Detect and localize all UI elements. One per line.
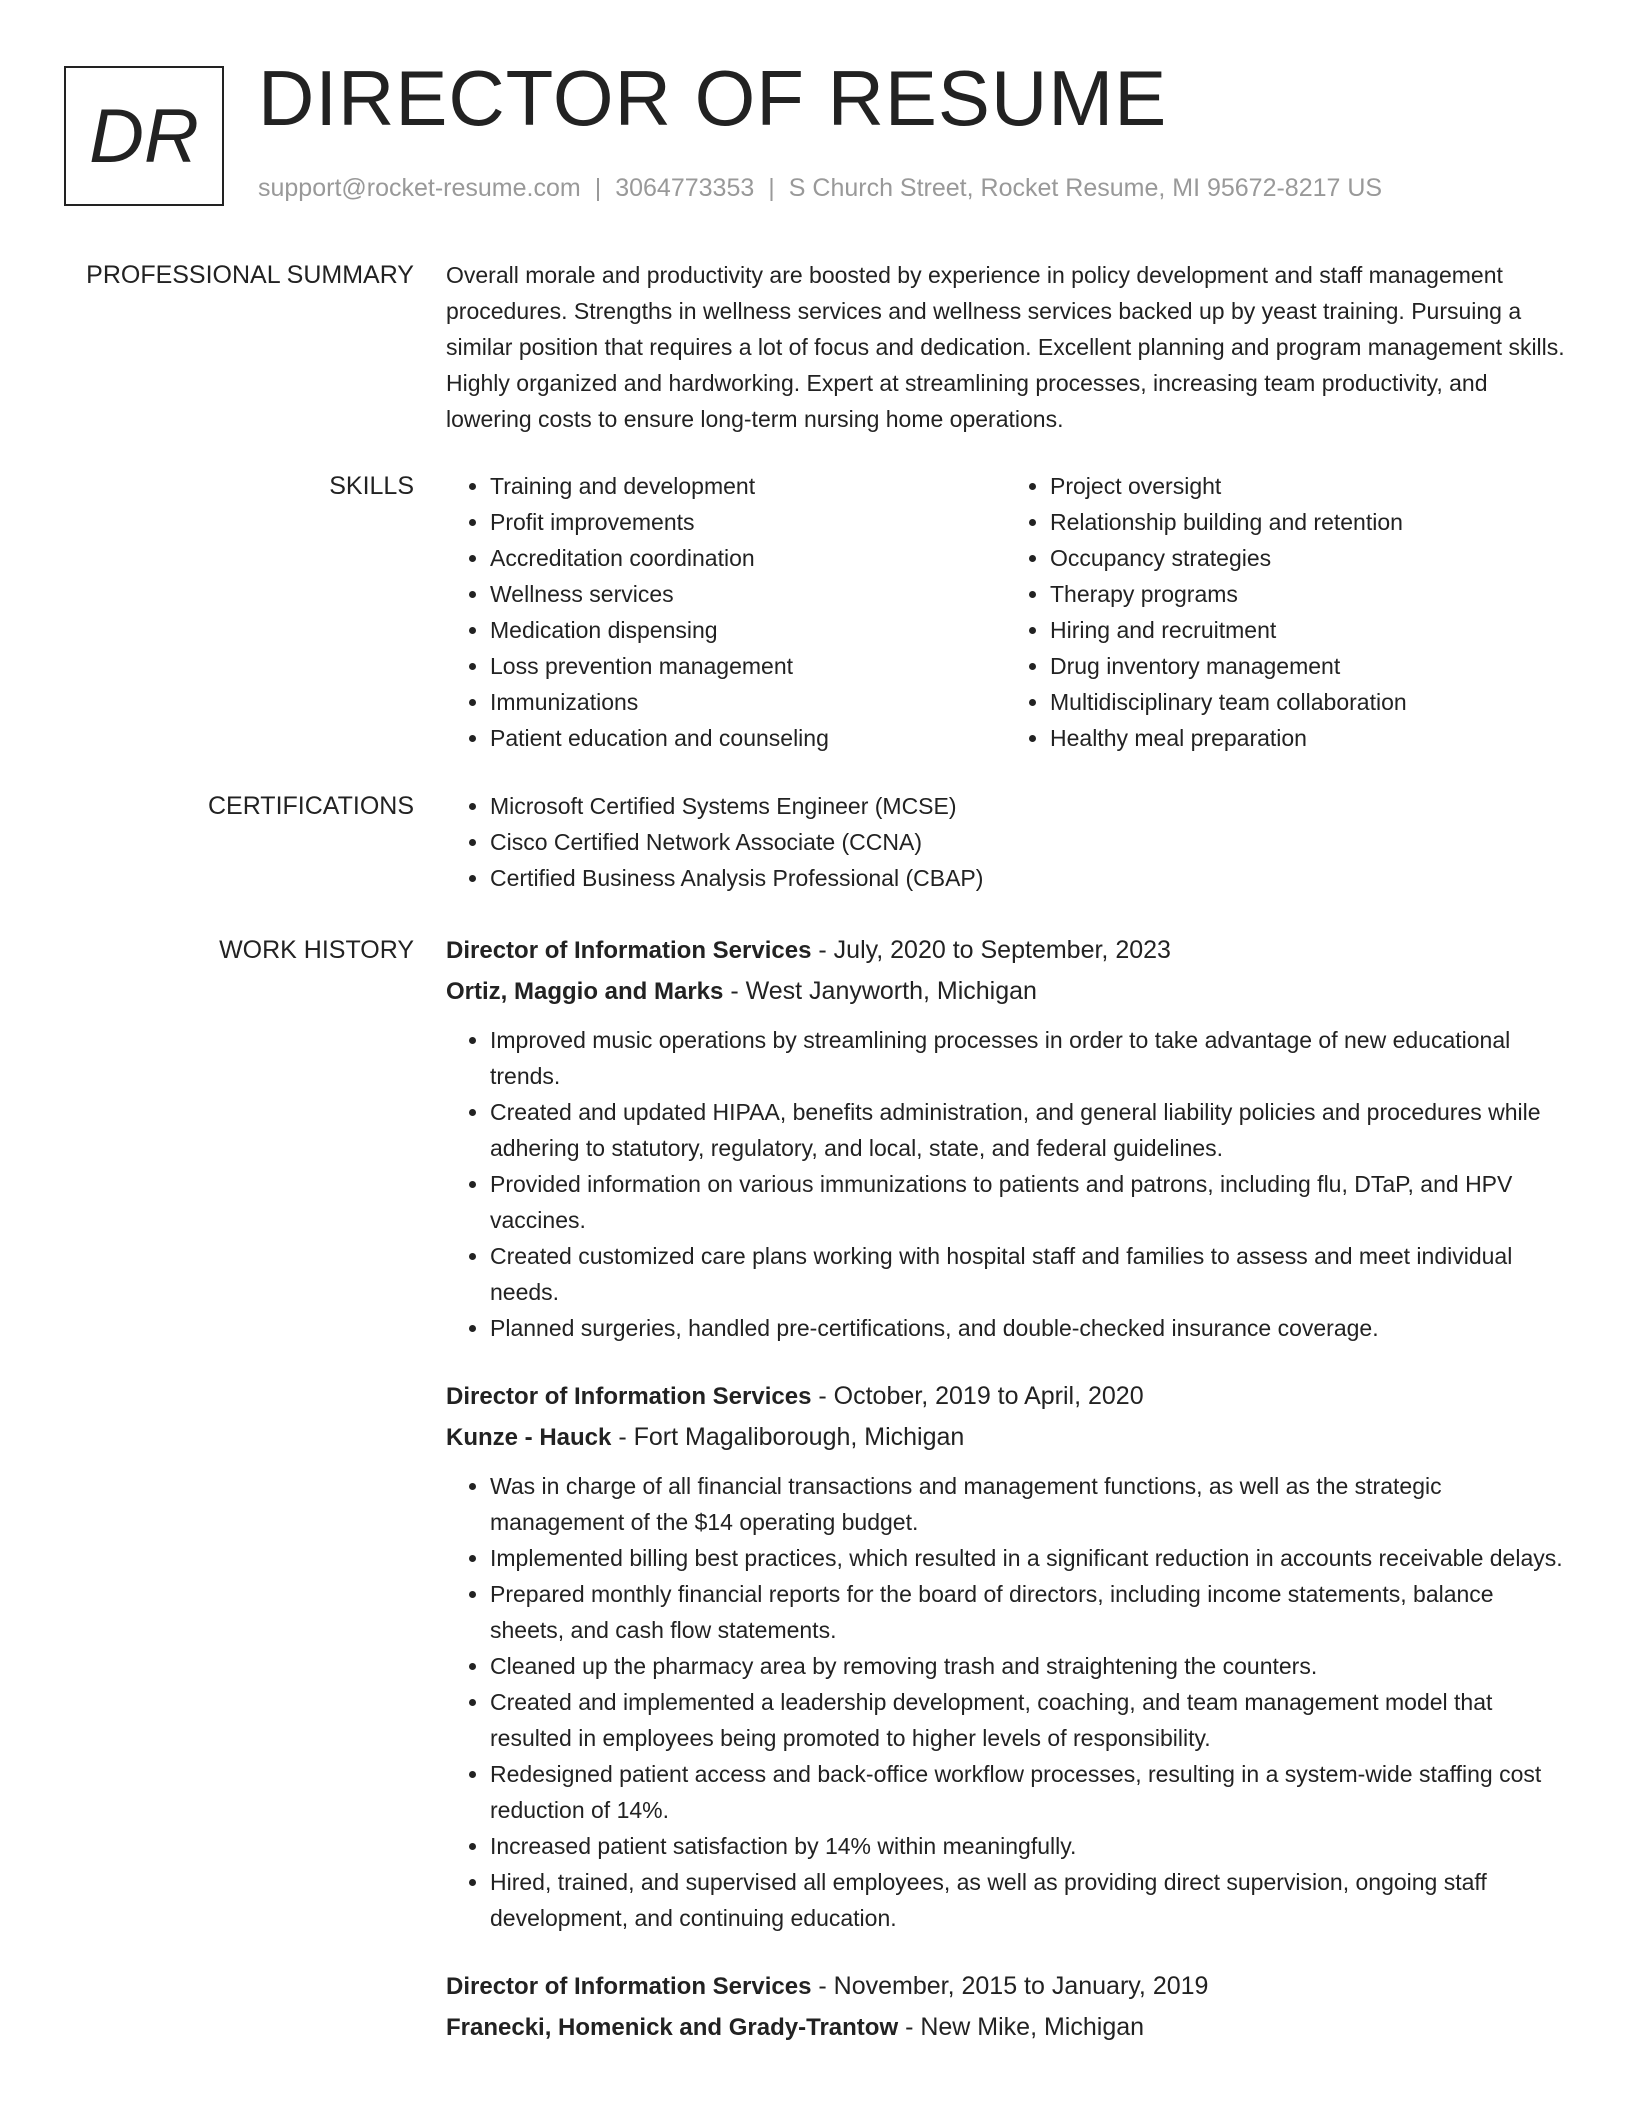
skill-item: • Accreditation coordination <box>490 540 1006 576</box>
contact-separator: | <box>768 174 775 202</box>
certifications-label: CERTIFICATIONS <box>207 792 414 820</box>
job-company: Kunze - Hauck <box>446 1424 612 1451</box>
job-bullet: • Hired, trained, and supervised all employees, as well as providing direct supervision, ongoing staff development, and continuing education. <box>490 1864 1566 1936</box>
contact-phone: 3064773353 <box>615 174 755 202</box>
job-bullet: • Created customized care plans working with hospital staff and families to assess and meet individual needs. <box>490 1238 1566 1310</box>
job-bullet: • Implemented billing best practices, which resulted in a significant reduction in accounts receivable delays. <box>490 1540 1566 1576</box>
job-title: Director of Information Services <box>446 937 812 964</box>
certification-item: • Cisco Certified Network Associate (CCNA) <box>490 824 1566 860</box>
job-bullet: • Created and implemented a leadership development, coaching, and team management model that resulted in employees being promoted to higher levels of responsibility. <box>490 1684 1566 1756</box>
skill-item: • Therapy programs <box>1050 576 1566 612</box>
job-entry <box>446 1966 1566 2048</box>
certifications-list <box>446 788 1566 896</box>
resume-name: DIRECTOR OF RESUME <box>258 54 1168 142</box>
job-title-line <box>446 1376 1566 1417</box>
job-company-line <box>446 971 1566 1012</box>
skills-list-left <box>446 468 1006 756</box>
job-company-line <box>446 1417 1566 1458</box>
job-bullet: • Improved music operations by streamlining processes in order to take advantage of new educational trends. <box>490 1022 1566 1094</box>
job-title: Director of Information Services <box>446 1973 812 2000</box>
job-dates: - July, 2020 to September, 2023 <box>818 936 1171 964</box>
skill-item: • Project oversight <box>1050 468 1566 504</box>
monogram-text: DR <box>89 93 199 179</box>
job-entry <box>446 1376 1566 1936</box>
contact-email: support@rocket-resume.com <box>258 174 581 202</box>
summary-body <box>446 257 1566 437</box>
job-bullet: • Prepared monthly financial reports for the board of directors, including income statements, balance sheets, and cash flow statements. <box>490 1576 1566 1648</box>
job-bullet: • Planned surgeries, handled pre-certifications, and double-checked insurance coverage. <box>490 1310 1566 1346</box>
job-title-line <box>446 930 1566 971</box>
job-location: - New Mike, Michigan <box>905 2013 1145 2041</box>
job-bullet: • Cleaned up the pharmacy area by removing trash and straightening the counters. <box>490 1648 1566 1684</box>
job-bullet: • Provided information on various immunizations to patients and patrons, including flu, DTaP, and HPV vaccines. <box>490 1166 1566 1238</box>
certifications-body <box>446 788 1566 896</box>
skills-body <box>446 468 1566 756</box>
contact-separator: | <box>594 174 602 202</box>
job-bullet: • Increased patient satisfaction by 14% within meaningfully. <box>490 1828 1566 1864</box>
skill-item: • Medication dispensing <box>490 612 1006 648</box>
job-location: - West Janyworth, Michigan <box>730 977 1037 1005</box>
contact-line <box>258 174 1382 203</box>
skill-item: • Relationship building and retention <box>1050 504 1566 540</box>
job-bullet: • Created and updated HIPAA, benefits administration, and general liability policies and procedures while adhering to statutory, regulatory, and local, state, and federal guidelines. <box>490 1094 1566 1166</box>
job-dates: - November, 2015 to January, 2019 <box>818 1972 1209 2000</box>
contact-address: S Church Street, Rocket Resume, MI 95672-8217 US <box>788 174 1383 202</box>
skills-list-right <box>1006 468 1566 756</box>
job-bullets <box>446 1468 1566 1936</box>
skill-item: • Drug inventory management <box>1050 648 1566 684</box>
job-title-line <box>446 1966 1566 2007</box>
skill-item: • Training and development <box>490 468 1006 504</box>
job-title: Director of Information Services <box>446 1383 812 1410</box>
certification-item: • Certified Business Analysis Professional (CBAP) <box>490 860 1566 896</box>
skill-item: • Multidisciplinary team collaboration <box>1050 684 1566 720</box>
job-dates: - October, 2019 to April, 2020 <box>818 1382 1144 1410</box>
summary-text: Overall morale and productivity are boosted by experience in policy development and staff management procedures. Strengths in wellness services and wellness services backed up by yeast training. Pursuing a similar position that requires a lot of focus and dedication. Excellent planning and program management skills. Highly organized and hardworking. Expert at streamlining processes, increasing team productivity, and lowering costs to ensure long-term nursing home operations. <box>446 262 1565 432</box>
skill-item: • Patient education and counseling <box>490 720 1006 756</box>
monogram-box <box>64 66 224 206</box>
certification-item: • Microsoft Certified Systems Engineer (MCSE) <box>490 788 1566 824</box>
job-location: - Fort Magaliborough, Michigan <box>618 1423 965 1451</box>
job-bullet: • Redesigned patient access and back-office workflow processes, resulting in a system-wide staffing cost reduction of 14%. <box>490 1756 1566 1828</box>
job-bullet: • Was in charge of all financial transactions and management functions, as well as the strategic management of the $14 operating budget. <box>490 1468 1566 1540</box>
work-history-body <box>446 930 1566 2078</box>
job-company: Franecki, Homenick and Grady-Trantow <box>446 2014 899 2041</box>
skill-item: • Hiring and recruitment <box>1050 612 1566 648</box>
work-history-label: WORK HISTORY <box>219 936 414 964</box>
job-entry <box>446 930 1566 1346</box>
job-company: Ortiz, Maggio and Marks <box>446 978 724 1005</box>
skill-item: • Profit improvements <box>490 504 1006 540</box>
skill-item: • Healthy meal preparation <box>1050 720 1566 756</box>
skill-item: • Loss prevention management <box>490 648 1006 684</box>
job-bullets <box>446 1022 1566 1346</box>
skill-item: • Immunizations <box>490 684 1006 720</box>
job-company-line <box>446 2007 1566 2048</box>
skill-item: • Occupancy strategies <box>1050 540 1566 576</box>
skills-label: SKILLS <box>329 472 414 500</box>
summary-label: PROFESSIONAL SUMMARY <box>86 261 414 289</box>
skill-item: • Wellness services <box>490 576 1006 612</box>
